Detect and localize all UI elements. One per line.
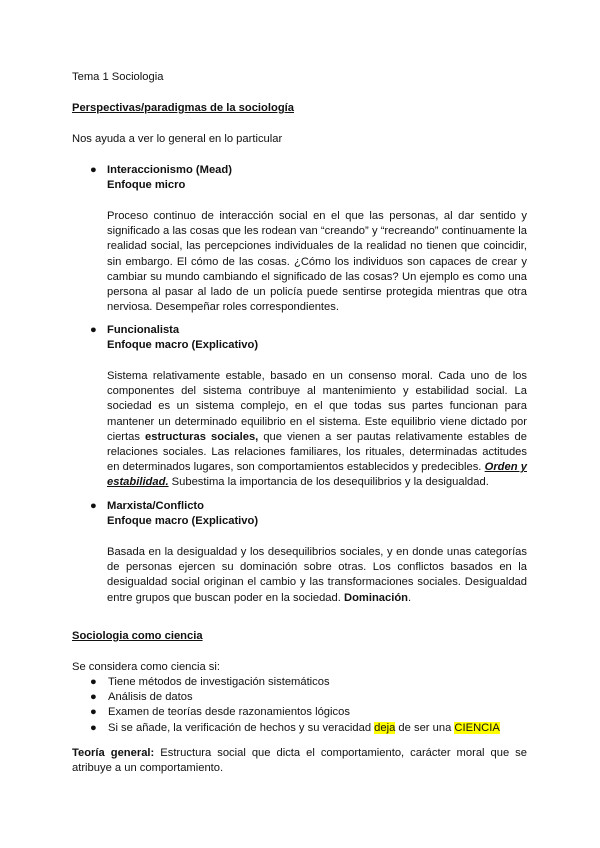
list-item [90, 690, 527, 705]
paradigm-name-interaccionismo: Interaccionismo (Mead) [107, 164, 232, 176]
highlight-ciencia: CIENCIA [454, 721, 500, 734]
paradigm-name-marxista: Marxista/Conflicto [107, 500, 204, 512]
list-item-text: Análisis de datos [108, 691, 193, 704]
list-item [90, 721, 527, 736]
paradigm-text-marxista [107, 545, 527, 606]
section-heading-ciencia: Sociologia como ciencia [72, 630, 203, 642]
paradigm-text-interaccionismo: Proceso continuo de interacción social en el que las personas, al dar sentido y significado a las cosas que les rodean van “creando” y “recreando” continuamente la realidad social, las percepciones individuales de la realidad no tienen que coincidir, sin embargo. El cómo de las cosas. ¿Cómo los individuos son capaces de crear y cambiar su mundo cambiando el significado de las cosas? Un ejemplo es como una persona al pasar al lado de un policía puede sentirse protegida mientras que otra nerviosa. Desempeñar roles correspondientes. [107, 210, 527, 314]
text-segment: Sistema relativamente estable, basado en un consenso moral. Cada uno de los componentes del sistema contribuye al mantenimiento y estabilidad social. La sociedad es un sistema complejo, en el que todas sus partes funcionan para mantener un determinado equilibrio en el sistema. Este equilibrio viene dictado por ciertas [107, 370, 527, 443]
paradigm-text-funcionalista [107, 369, 527, 491]
text-segment: que vienen a ser pautas relativamente estables de relaciones sociales. Las relaciones familiares, los rituales, determinadas actitudes en determinados lugares, son comportamientos establecidos y predecibles. [107, 430, 528, 474]
paradigm-name-funcionalista: Funcionalista [107, 324, 180, 336]
list-item-text: de ser una [395, 721, 455, 734]
bullet-icon: ● [90, 164, 97, 176]
list-item-text: Tiene métodos de investigación sistemáticos [108, 676, 330, 688]
section-intro-perspectivas: Nos ayuda a ver lo general en lo particular [72, 133, 283, 145]
section-intro-ciencia: Se considera como ciencia si: [72, 661, 220, 673]
bullet-icon: ● [90, 691, 97, 704]
paradigm-focus-marxista: Enfoque macro (Explicativo) [107, 515, 259, 527]
list-item [90, 705, 527, 720]
text-segment: Subestima la importancia de los desequilibrios y la desigualdad. [168, 476, 489, 489]
highlight-deja: deja [374, 721, 396, 734]
bold-term-dominacion: Dominación [343, 591, 409, 604]
bullet-icon: ● [90, 500, 97, 512]
text-segment: . [408, 591, 412, 604]
bullet-icon: ● [90, 324, 97, 336]
document-title: Tema 1 Sociologia [72, 71, 164, 83]
bullet-icon: ● [90, 676, 97, 688]
bold-term-estructuras: estructuras sociales, [145, 430, 259, 443]
paradigm-focus-interaccionismo: Enfoque micro [107, 179, 186, 191]
bullet-icon: ● [90, 721, 97, 734]
theory-paragraph [72, 746, 527, 776]
text-segment: Basada en la desigualdad y los desequilibrios sociales, y en donde unas categorías de personas ejercen su dominación sobre otras. Los conflictos basados en la desigualdad social originan el cambio y las transformaciones sociales. Desigualdad entre grupos que buscan poder en la sociedad. [107, 546, 527, 604]
theory-text: Estructura social que dicta el comportamiento, carácter moral que se atribuye a un comportamiento. [72, 747, 527, 775]
list-item-text: Examen de teorías desde razonamientos lógicos [108, 706, 350, 719]
paradigm-focus-funcionalista: Enfoque macro (Explicativo) [107, 339, 259, 351]
emphasis-orden-estabilidad: Orden y estabilidad. [107, 461, 527, 489]
bullet-icon: ● [90, 706, 97, 719]
section-heading-perspectivas: Perspectivas/paradigmas de la sociología [72, 102, 294, 114]
list-item-text: Si se añade, la verificación de hechos y su veracidad [108, 721, 375, 734]
theory-label: Teoría general: [72, 747, 155, 759]
list-item [90, 675, 527, 690]
criteria-list [90, 675, 527, 736]
